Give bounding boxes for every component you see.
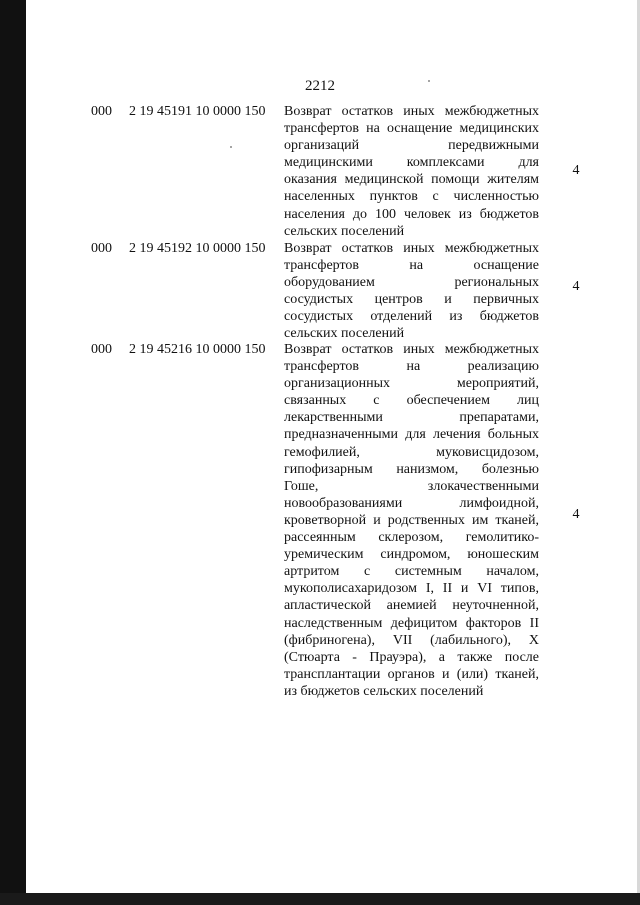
scan-edge-bottom (0, 893, 640, 905)
description-line: трансплантации органов и (или) тканей, (284, 666, 539, 682)
description-line: сельских поселений (284, 326, 405, 342)
scan-speck (230, 146, 232, 148)
description-line: (Стюарта - Прауэра), а также после (284, 649, 539, 665)
description-line: трансфертов на оснащение (284, 258, 539, 274)
description-line: медицинскими комплексами для (284, 155, 539, 171)
description-line: наследственным дефицитом факторов II (284, 615, 539, 631)
description-line: Возврат остатков иных межбюджетных (284, 241, 539, 256)
description-line: организаций передвижными (284, 138, 539, 154)
row-description (284, 240, 539, 343)
description-line: апластической анемией неуточненной, (284, 598, 539, 614)
description-line: Возврат остатков иных межбюджетных (284, 342, 539, 357)
description-line: организационных мероприятий, (284, 376, 539, 392)
description-line: гемофилией, муковисцидозом, (284, 444, 539, 460)
description-line: сосудистых отделений из бюджетов (284, 309, 539, 325)
admin-code: 000 (91, 342, 112, 357)
row-description (284, 341, 539, 700)
description-line: артритом с системным началом, (284, 564, 539, 580)
description-line: трансфертов на реализацию (284, 359, 539, 375)
description-line: населения до 100 человек из бюджетов (284, 206, 539, 222)
description-line: рассеянным склерозом, гемолитико- (284, 530, 539, 546)
description-line: предназначенными для лечения больных (284, 427, 539, 443)
description-line: уремическим синдромом, юношеским (284, 547, 539, 563)
description-line: Возврат остатков иных межбюджетных (284, 104, 539, 119)
description-line: из бюджетов сельских поселений (284, 683, 484, 699)
amount: 4 (572, 507, 580, 522)
description-line: трансфертов на оснащение медицинских (284, 121, 539, 137)
kbk-code: 2 19 45192 10 0000 150 (129, 241, 266, 256)
description-line: новообразованиями лимфоидной, (284, 495, 539, 511)
page-number: 2212 (305, 78, 335, 94)
description-line: Гоше, злокачественными (284, 478, 539, 494)
admin-code: 000 (91, 104, 112, 119)
description-line: мукополисахаридозом I, II и VI типов, (284, 581, 539, 597)
kbk-code: 2 19 45216 10 0000 150 (129, 342, 266, 357)
amount: 4 (572, 279, 580, 294)
amount: 4 (572, 163, 580, 178)
row-description (284, 103, 539, 240)
admin-code: 000 (91, 241, 112, 256)
description-line: лекарственными препаратами, (284, 410, 539, 426)
description-line: оборудованием региональных (284, 275, 539, 291)
description-line: гипофизарным нанизмом, болезнью (284, 461, 539, 477)
description-line: сельских поселений (284, 223, 405, 239)
description-line: населенных пунктов с численностью (284, 189, 539, 205)
scan-edge-left (0, 0, 26, 905)
description-line: связанных с обеспечением лиц (284, 393, 539, 409)
description-line: кроветворной и родственных им тканей, (284, 512, 539, 528)
description-line: оказания медицинской помощи жителям (284, 172, 539, 188)
kbk-code: 2 19 45191 10 0000 150 (129, 104, 266, 119)
description-line: (фибриногена), VII (лабильного), X (284, 632, 539, 648)
description-line: сосудистых центров и первичных (284, 292, 539, 308)
